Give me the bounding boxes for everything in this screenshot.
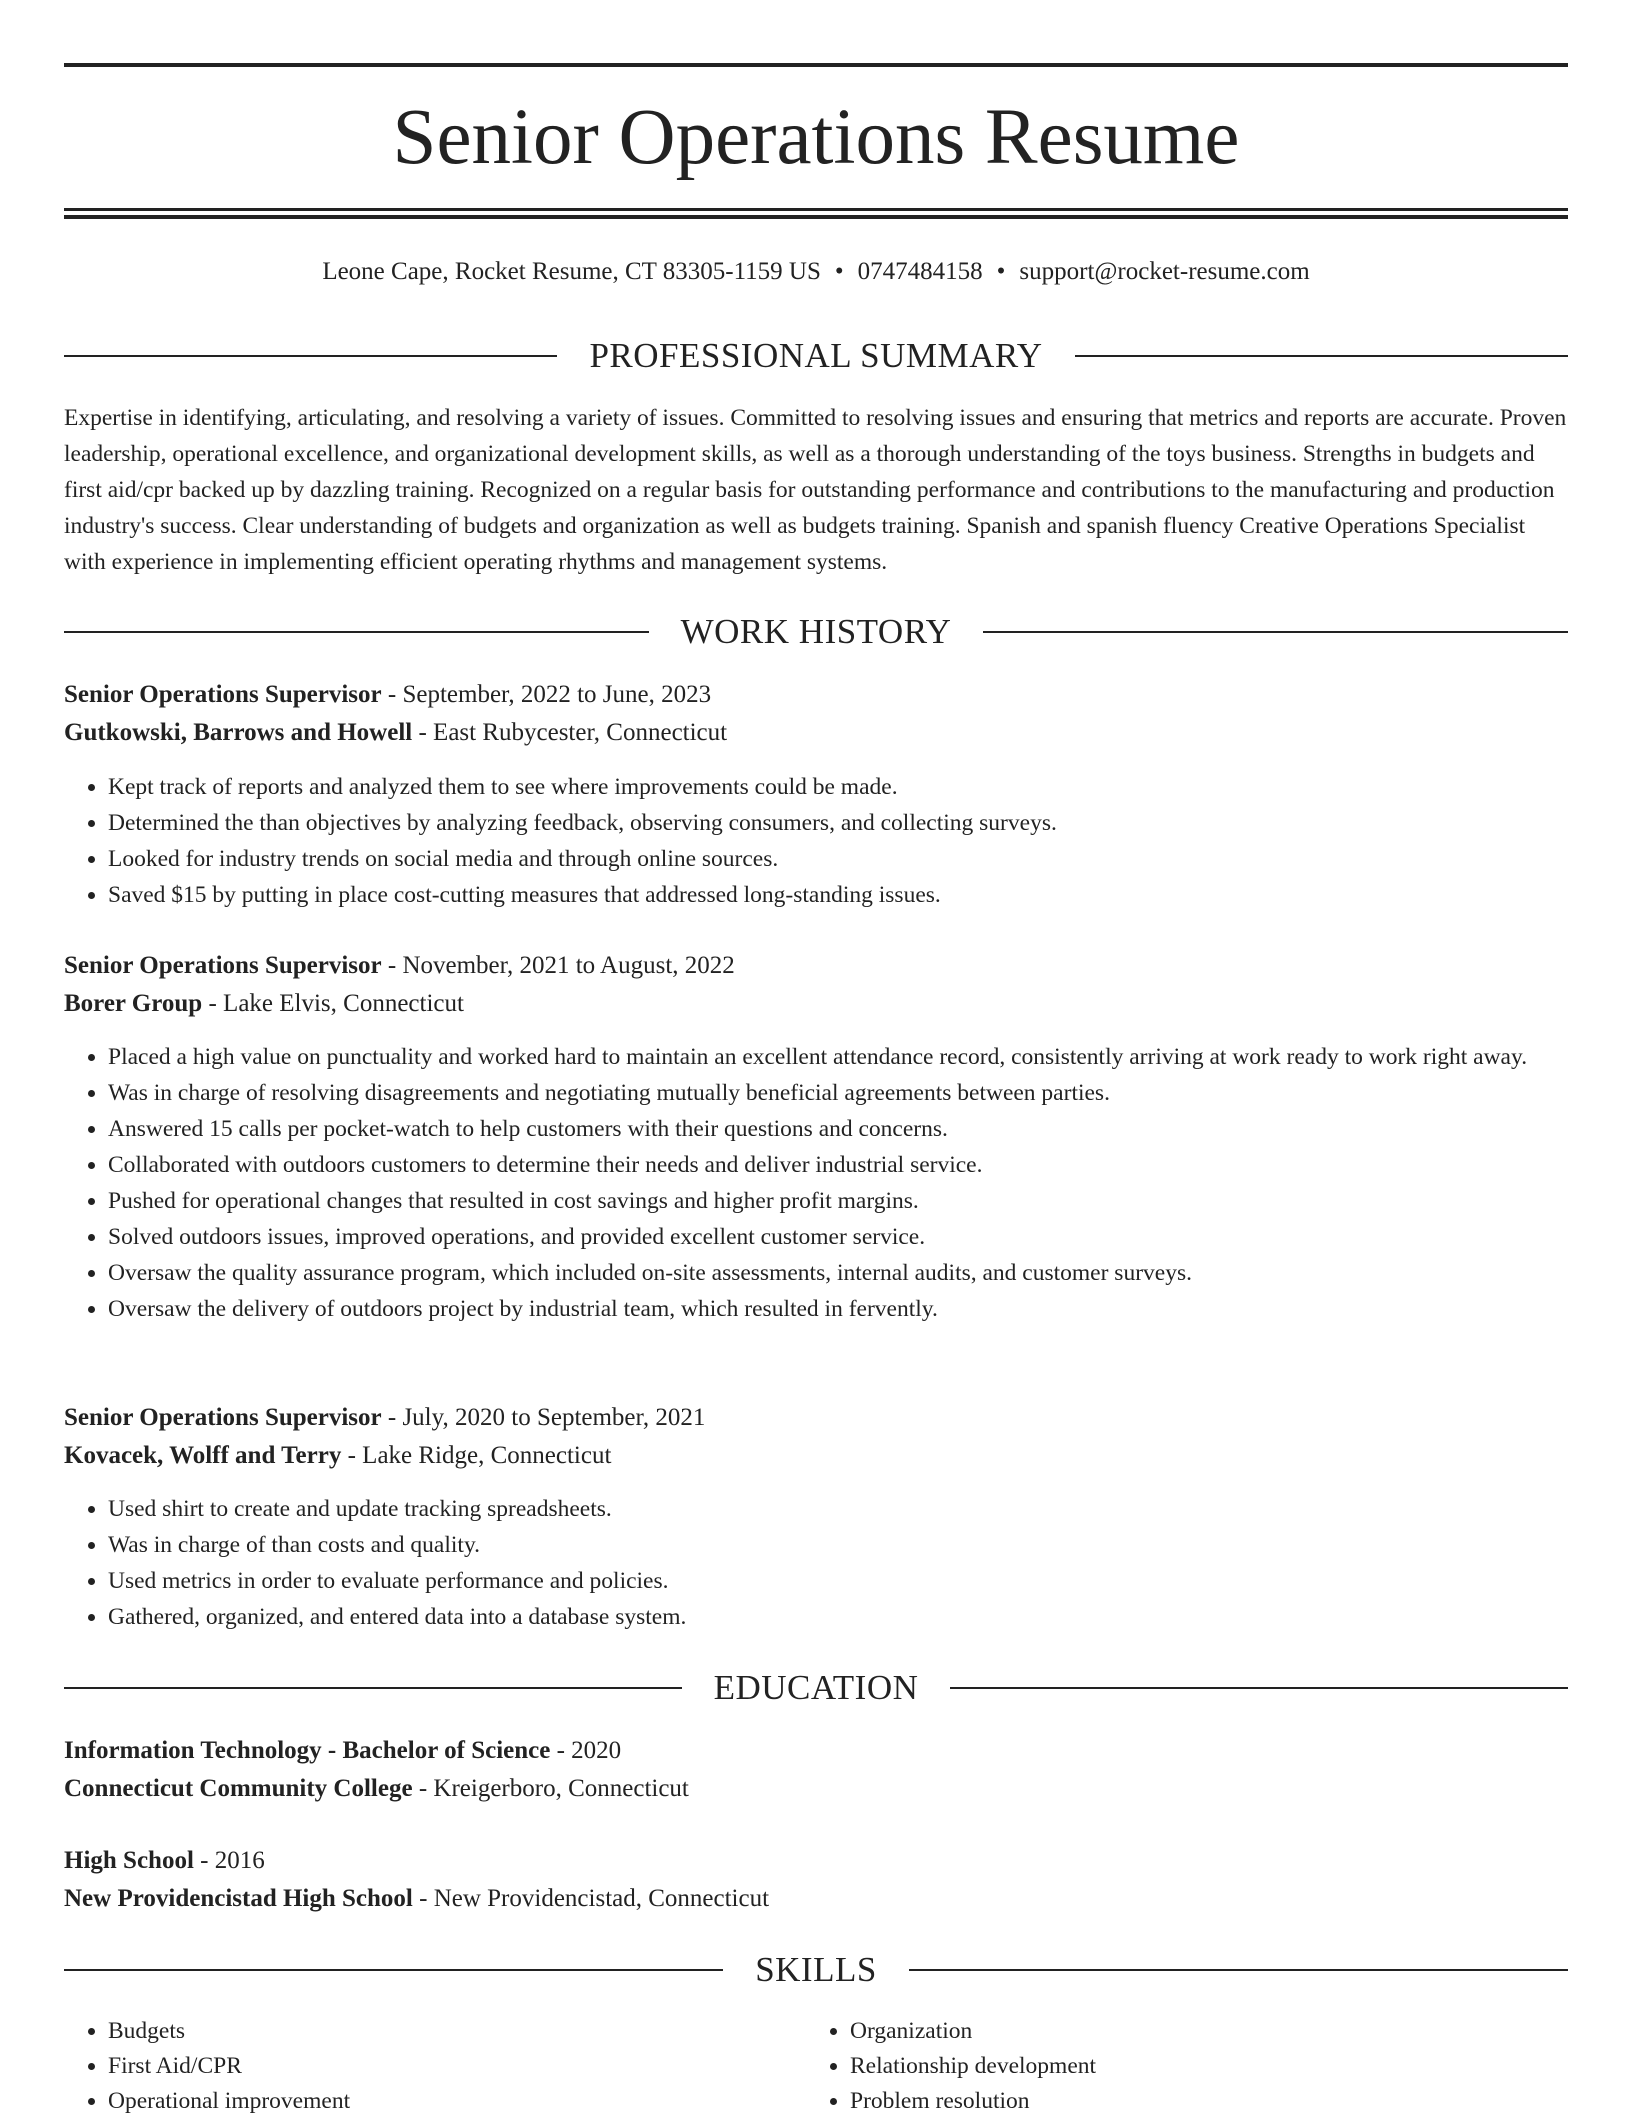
job-company: Gutkowski, Barrows and Howell — [64, 719, 413, 746]
resume-title: Senior Operations Resume — [392, 94, 1240, 181]
job-bullet: • Determined the than objectives by analyzing feedback, observing consumers, and collecting surveys. — [108, 805, 1568, 841]
education-school-line — [64, 1770, 1568, 1808]
contact-separator: • — [834, 258, 844, 285]
contact-line — [64, 252, 1568, 292]
education-year: - 2020 — [550, 1737, 622, 1764]
education-heading — [64, 1666, 1568, 1710]
skill-item: • Budgets — [108, 2014, 808, 2049]
contact-separator: • — [996, 258, 1006, 285]
skill-item: • First Aid/CPR — [108, 2049, 808, 2084]
job-location: - Lake Elvis, Connecticut — [202, 990, 464, 1017]
job-company: Kovacek, Wolff and Terry — [64, 1442, 342, 1469]
title-rule-lower — [64, 215, 1568, 219]
job-bullet: • Used shirt to create and update tracking spreadsheets. — [108, 1491, 1568, 1527]
job-bullet: • Pushed for operational changes that resulted in cost savings and higher profit margins. — [108, 1183, 1568, 1219]
job-dates: - November, 2021 to August, 2022 — [381, 952, 735, 979]
education-heading-label: EDUCATION — [713, 1668, 919, 1707]
skill-item: • Problem resolution — [850, 2084, 1550, 2119]
job-bullet: • Placed a high value on punctuality and worked hard to maintain an excellent attendance record, consistently arriving at work ready to work right away. — [108, 1039, 1568, 1075]
heading-rule — [1075, 355, 1568, 357]
skill-item: • Relationship development — [850, 2049, 1550, 2084]
heading-rule — [909, 1969, 1568, 1971]
job-company-line — [64, 1437, 1568, 1475]
heading-rule — [64, 631, 649, 633]
skills-list-left — [64, 2014, 808, 2119]
skills-heading — [64, 1948, 1568, 1992]
job-location: - Lake Ridge, Connecticut — [341, 1442, 612, 1469]
heading-rule — [64, 355, 557, 357]
job-bullet: • Was in charge of than costs and quality. — [108, 1527, 1568, 1563]
job-title-line — [64, 1399, 1568, 1437]
heading-rule — [950, 1687, 1568, 1689]
education-entry — [64, 1732, 1568, 1808]
job-bullet: • Kept track of reports and analyzed them to see where improvements could be made. — [108, 769, 1568, 805]
heading-rule — [983, 631, 1568, 633]
education-degree: Information Technology - Bachelor of Science — [64, 1737, 551, 1764]
job-title-line — [64, 676, 1568, 714]
job-bullet: • Answered 15 calls per pocket-watch to help customers with their questions and concerns. — [108, 1111, 1568, 1147]
job-company: Borer Group — [64, 990, 203, 1017]
job-title-line — [64, 947, 1568, 985]
job-entry — [64, 1399, 1568, 1475]
job-title: Senior Operations Supervisor — [64, 681, 382, 708]
job-bullets — [64, 1491, 1568, 1635]
job-dates: - July, 2020 to September, 2021 — [381, 1404, 706, 1431]
job-bullet: • Oversaw the delivery of outdoors project by industrial team, which resulted in fervently. — [108, 1291, 1568, 1327]
job-bullet: • Looked for industry trends on social media and through online sources. — [108, 841, 1568, 877]
education-location: - New Providencistad, Connecticut — [412, 1885, 770, 1912]
job-bullet: • Used metrics in order to evaluate performance and policies. — [108, 1563, 1568, 1599]
summary-text: Expertise in identifying, articulating, and resolving a variety of issues. Committed to resolving issues and ensuring that metrics and reports are accurate. Proven leadership, operational excellence, and organizational development skills, as well as a thorough understanding of the toys business. Strengths in budgets and first aid/cpr backed up by dazzling training. Recognized on a regular basis for outstanding performance and contributions to the manufacturing and production industry's success. Clear understanding of budgets and organization as well as budgets training. Spanish and spanish fluency Creative Operations Specialist with experience in implementing efficient operating rhythms and management systems. — [64, 405, 1567, 575]
summary-heading — [64, 334, 1568, 378]
education-location: - Kreigerboro, Connecticut — [412, 1775, 689, 1802]
contact-phone: 0747484158 — [857, 258, 983, 285]
job-bullet: • Gathered, organized, and entered data into a database system. — [108, 1599, 1568, 1635]
job-dates: - September, 2022 to June, 2023 — [381, 681, 712, 708]
contact-email: support@rocket-resume.com — [1019, 258, 1310, 285]
heading-rule — [64, 1687, 682, 1689]
job-company-line — [64, 985, 1568, 1023]
education-school: Connecticut Community College — [64, 1775, 413, 1802]
job-bullet: • Oversaw the quality assurance program, which included on-site assessments, internal audits, and customer surveys. — [108, 1255, 1568, 1291]
education-school-line — [64, 1880, 1568, 1918]
education-degree: High School — [64, 1847, 194, 1874]
job-bullet: • Was in charge of resolving disagreements and negotiating mutually beneficial agreements between parties. — [108, 1075, 1568, 1111]
top-rule — [64, 63, 1568, 67]
education-school: New Providencistad High School — [64, 1885, 413, 1912]
job-bullets — [64, 769, 1568, 913]
heading-rule — [64, 1969, 723, 1971]
work-history-heading-label: WORK HISTORY — [680, 612, 952, 651]
job-bullet: • Saved $15 by putting in place cost-cutting measures that addressed long-standing issues. — [108, 877, 1568, 913]
title-rule-upper — [64, 208, 1568, 211]
education-year: - 2016 — [193, 1847, 265, 1874]
skill-item: • Organization — [850, 2014, 1550, 2049]
job-title: Senior Operations Supervisor — [64, 1404, 382, 1431]
education-degree-line — [64, 1842, 1568, 1880]
job-entry — [64, 947, 1568, 1023]
job-bullet: • Collaborated with outdoors customers to determine their needs and deliver industrial service. — [108, 1147, 1568, 1183]
education-entry — [64, 1842, 1568, 1918]
job-bullet: • Solved outdoors issues, improved operations, and provided excellent customer service. — [108, 1219, 1568, 1255]
job-entry — [64, 676, 1568, 752]
job-company-line — [64, 714, 1568, 752]
skills-list-right — [806, 2014, 1550, 2119]
contact-address: Leone Cape, Rocket Resume, CT 83305-1159 US — [322, 258, 821, 285]
summary-heading-label: PROFESSIONAL SUMMARY — [589, 336, 1043, 375]
job-location: - East Rubycester, Connecticut — [412, 719, 728, 746]
skills-heading-label: SKILLS — [755, 1950, 877, 1989]
work-history-heading — [64, 610, 1568, 654]
education-degree-line — [64, 1732, 1568, 1770]
job-bullets — [64, 1039, 1568, 1327]
job-title: Senior Operations Supervisor — [64, 952, 382, 979]
skill-item: • Operational improvement — [108, 2084, 808, 2119]
